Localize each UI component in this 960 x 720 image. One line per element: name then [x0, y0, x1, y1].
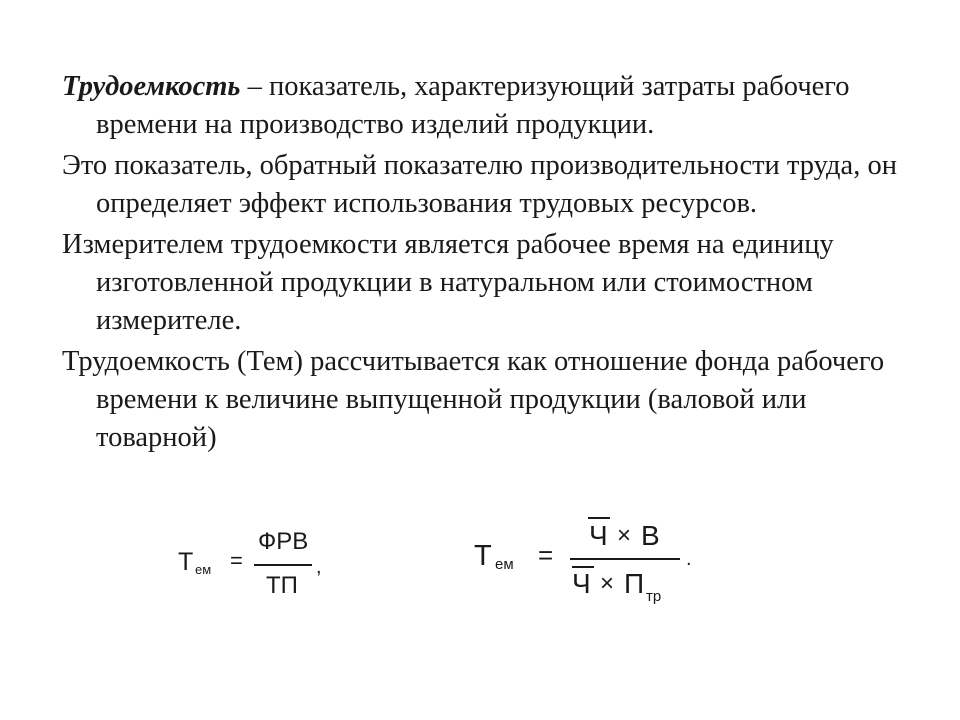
formula-productivity	[474, 508, 714, 608]
formula2-denominator-times: ×	[600, 570, 615, 597]
definition-paragraph	[62, 68, 922, 144]
definition-text: – показатель, характеризующий затраты рабочего времени на производство изделий продукции.	[96, 71, 850, 140]
formula2-fraction-bar	[570, 558, 680, 560]
formula2-lhs: Т	[474, 540, 492, 572]
formula2-numerator-b: В	[641, 520, 660, 551]
formula2-period: .	[686, 548, 692, 570]
formula2-equals: =	[538, 540, 554, 570]
formula1-equals: =	[230, 548, 243, 573]
slide-text	[62, 68, 922, 460]
numerator-overline	[588, 517, 610, 519]
formula1-numerator: ФРВ	[258, 528, 309, 555]
formula1-lhs-subscript: ем	[195, 562, 212, 577]
formula2-denominator-ch: Ч	[572, 568, 591, 599]
measurement-text: Измерителем трудоемкости является рабочее время на единицу изготовленной продукции в натуральном или стоимостном измерителе.	[62, 229, 834, 336]
formula2-numerator-times: ×	[617, 522, 632, 549]
formula-frv-tp	[178, 528, 338, 604]
formula2-denominator-subscript: тр	[646, 588, 662, 605]
inverse-paragraph	[62, 147, 922, 223]
formula2-numerator-ch: Ч	[589, 520, 608, 551]
formula1-comma: ,	[316, 556, 322, 578]
measurement-paragraph	[62, 226, 922, 340]
inverse-text: Это показатель, обратный показателю производительности труда, он определяет эффект использования трудовых ресурсов.	[62, 150, 897, 219]
calculation-text: Трудоемкость (Тем) рассчитывается как отношение фонда рабочего времени к величине выпущенной продукции (валовой или товарной)	[62, 346, 885, 453]
formula1-fraction-bar	[254, 564, 312, 566]
formula2-denominator-p: П	[624, 568, 645, 599]
formula1-lhs: Т	[178, 548, 194, 576]
formula1-denominator: ТП	[266, 572, 298, 599]
calculation-paragraph	[62, 343, 922, 457]
formula2-lhs-subscript: ем	[495, 556, 514, 573]
term-labor-intensity: Трудоемкость	[62, 71, 241, 102]
